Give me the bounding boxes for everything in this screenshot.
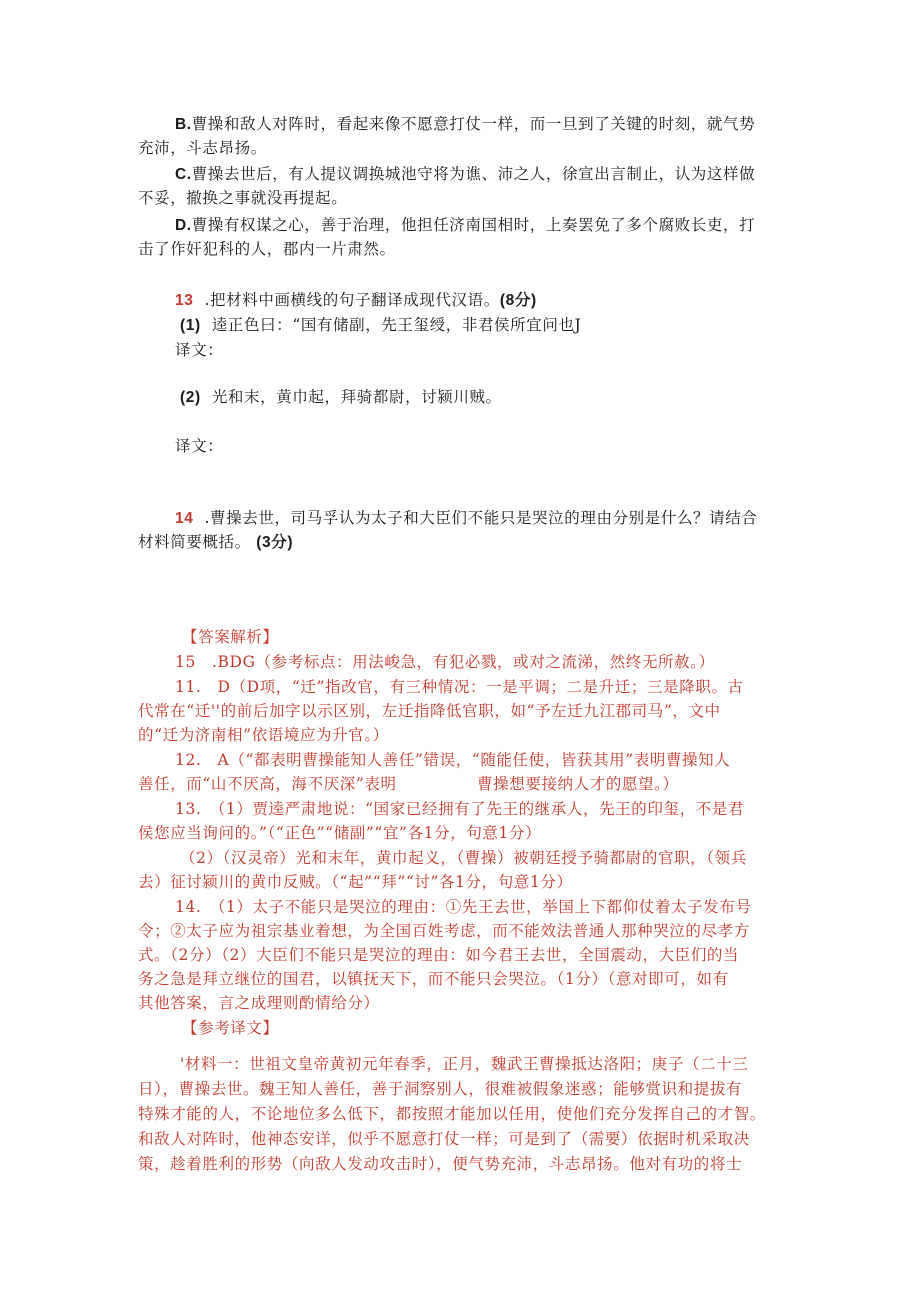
option-d-letter: D. xyxy=(175,217,192,234)
question-13-sub2 xyxy=(180,385,502,410)
question-13-sub1 xyxy=(180,313,581,338)
sub2-text: 光和末，黄巾起，拜骑都尉，讨颍川贼。 xyxy=(211,388,502,406)
sub2-number: (2) xyxy=(180,389,201,406)
sub2-translation-label: 译文： xyxy=(175,437,224,455)
option-b-line1 xyxy=(175,112,755,137)
reference-line2: 日），曹操去世。魏王知人善任，善于洞察别人，很难被假象迷惑；能够赏识和提拔有 xyxy=(138,1080,743,1098)
question-14-line2 xyxy=(138,530,293,555)
answer-12-line2: 善任，而“山不厌高，海不厌深”表明 曹操想要接纳人才的愿望。） xyxy=(138,775,679,793)
question-13-score: (8分) xyxy=(499,292,537,309)
option-c-letter: C. xyxy=(175,166,192,183)
reference-line1: '材料一：世祖文皇帝黄初元年春季，正月，魏武王曹操抵达洛阳；庚子（二十三 xyxy=(180,1055,749,1073)
answer-14-line4: 务之急是拜立继位的国君，以镇抚天下，而不能只会哭泣。（1分）（意对即可，如有 xyxy=(138,970,729,988)
option-c-line1 xyxy=(175,162,755,187)
option-d-line2: 击了作奸犯科的人，郡内一片肃然。 xyxy=(138,240,396,258)
answer-13-line4: 去）征讨颍川的黄巾反贼。（“起”“拜”“讨”各1分，句意1分） xyxy=(138,873,573,891)
answer-11-line3: 的“迁为济南相”依语境应为升官。） xyxy=(138,726,389,744)
option-b-letter: B. xyxy=(175,116,192,133)
answer-14-line3: 式。（2分）（2）大臣们不能只是哭泣的理由：如今君王去世，全国震动，大臣们的当 xyxy=(138,946,740,964)
answer-15: 15 .BDG（参考标点：用法峻急，有犯必戮，或对之流涕，然终无所赦。） xyxy=(175,653,715,671)
answer-11-line2: 代常在“迁''的前后加字以示区别，左迁指降低官职，如“予左迁九江郡司马”，文中 xyxy=(138,702,721,720)
question-14-number: 14 xyxy=(175,510,194,527)
question-14-text-line2: 材料简要概括。 xyxy=(138,533,251,551)
answer-14-line1: 14. （1）太子不能只是哭泣的理由：①先王去世，举国上下都仰仗着太子发布号 xyxy=(175,898,752,916)
answer-14-line5: 其他答案，言之成理则酌情给分） xyxy=(138,994,380,1012)
sub1-number: (1) xyxy=(180,317,201,334)
answer-14-line2: 令；②太子应为祖宗基业着想，为全国百姓考虑，而不能效法普通人那种哭泣的尽孝方 xyxy=(138,922,750,940)
question-13-text: .把材料中画横线的句子翻译成现代汉语。 xyxy=(204,291,500,309)
answer-13-line3: （2）（汉灵帝）光和末年，黄巾起义，（曹操）被朝廷授予骑都尉的官职，（领兵 xyxy=(180,849,747,867)
answer-header: 【答案解析】 xyxy=(182,628,279,646)
answer-11-line1: 11. D（D项，“迁”指改官，有三种情况：一是平调；二是升迁；三是降职。古 xyxy=(175,678,744,696)
reference-line5: 策，趁着胜利的形势（向敌人发动攻击时），便气势充沛，斗志昂扬。他对有功的将士 xyxy=(138,1155,743,1173)
question-13-number: 13 xyxy=(175,292,194,309)
option-d-line1 xyxy=(175,213,755,238)
answer-12-line1: 12. A（“都表明曹操能知人善任”错误，“随能任使，皆获其用”表明曹操知人 xyxy=(175,751,731,769)
option-d-text: 曹操有权谋之心，善于治理，他担任济南国相时，上奏罢免了多个腐败长吏，打 xyxy=(191,216,756,234)
question-14-text-line1: .曹操去世，司马孚认为太子和大臣们不能只是哭泣的理由分别是什么？请结合 xyxy=(204,509,758,527)
answer-13-line2: 侯您应当询问的。”（“正色”“储副”“宜”各1分，句意1分） xyxy=(138,824,542,842)
answer-13-line1: 13. （1）贾逵严肃地说：“国家已经拥有了先王的继承人，先王的印玺，不是君 xyxy=(175,800,744,818)
option-c-text: 曹操去世后，有人提议调换城池守将为谯、沛之人，徐宣出言制止，认为这样做 xyxy=(191,165,756,183)
question-14-score: (3分) xyxy=(256,534,294,551)
option-b-line2: 充沛，斗志昂扬。 xyxy=(138,139,267,157)
sub1-translation-label: 译文： xyxy=(175,341,224,359)
reference-line3: 特殊才能的人，不论地位多么低下，都按照才能加以任用，使他们充分发挥自己的才智。 xyxy=(138,1105,766,1123)
question-13 xyxy=(175,288,537,313)
option-b-text: 曹操和敌人对阵时，看起来像不愿意打仗一样，而一旦到了关键的时刻，就气势 xyxy=(191,115,756,133)
question-14 xyxy=(175,506,757,531)
option-c-line2: 不妥，撤换之事就没再提起。 xyxy=(138,189,348,207)
reference-translation-header: 【参考译文】 xyxy=(182,1019,279,1037)
sub1-text: 逵正色曰：“国有储副，先王玺绶，非君侯所宜问也J xyxy=(211,316,582,334)
reference-line4: 和敌人对阵时，他神态安详，似乎不愿意打仗一样；可是到了（需要）依据时机采取决 xyxy=(138,1130,750,1148)
